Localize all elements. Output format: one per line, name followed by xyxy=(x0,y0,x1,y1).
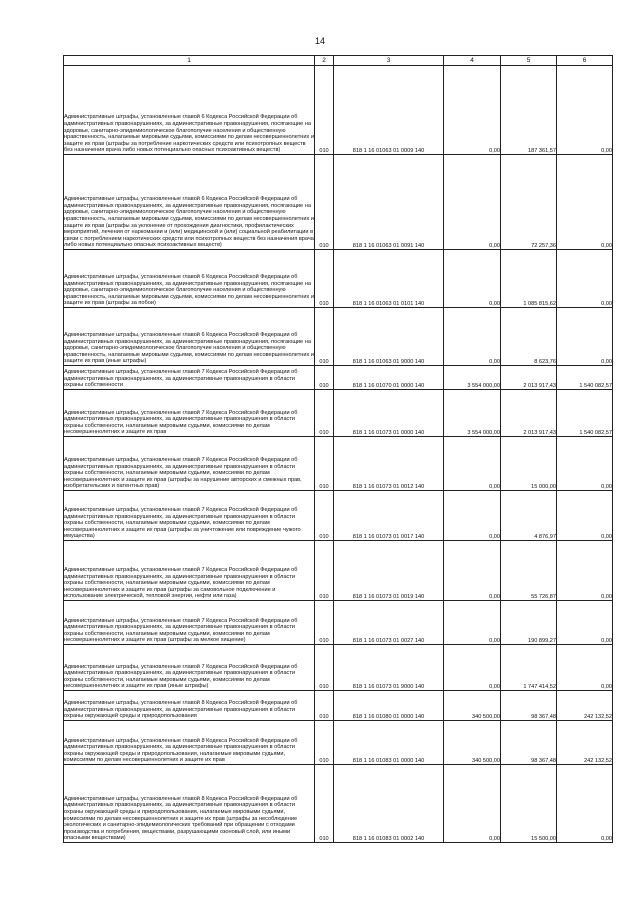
row-approved-amount: 3 554 000,00 xyxy=(444,366,501,390)
row-budget-classification-code: 818 1 16 01063 01 0101 140 xyxy=(334,250,444,308)
row-line-code: 010 xyxy=(315,541,334,601)
row-approved-amount: 340 500,00 xyxy=(444,721,501,765)
row-line-code: 010 xyxy=(315,437,334,491)
column-header: 3 xyxy=(334,56,444,66)
row-executed-amount: 187 361,57 xyxy=(501,66,557,155)
row-line-code: 010 xyxy=(315,601,334,645)
column-header: 2 xyxy=(315,56,334,66)
table-row xyxy=(64,765,613,843)
row-description: Административные штрафы, установленные главой 8 Кодекса Российской Федерации об административных правонарушениях, за административные правонарушения в области охраны окружающей среды и природопользования, налагаемые мировыми судьями, комиссиями по делам несовершеннолетних и защите их прав xyxy=(64,721,315,765)
row-executed-amount: 98 367,48 xyxy=(501,721,557,765)
table-row xyxy=(64,250,613,308)
header-row xyxy=(64,56,613,66)
row-description: Административные штрафы, установленные главой 7 Кодекса Российской Федерации об административных правонарушениях, за административные правонарушения в области охраны собственности, налагаемые мировыми судьями, комиссиями по делам несовершеннолетних и защите их прав (иные штрафы) xyxy=(64,645,315,691)
row-approved-amount: 0,00 xyxy=(444,250,501,308)
table-row xyxy=(64,645,613,691)
column-header: 4 xyxy=(444,56,501,66)
row-line-code: 010 xyxy=(315,308,334,366)
row-unexecuted-amount: 0,00 xyxy=(557,155,613,250)
row-unexecuted-amount: 1 540 082,57 xyxy=(557,366,613,390)
row-executed-amount: 72 257,36 xyxy=(501,155,557,250)
row-line-code: 010 xyxy=(315,66,334,155)
row-executed-amount: 15 500,00 xyxy=(501,765,557,843)
row-budget-classification-code: 818 1 16 01073 01 0019 140 xyxy=(334,541,444,601)
row-approved-amount: 0,00 xyxy=(444,601,501,645)
row-description: Административные штрафы, установленные главой 7 Кодекса Российской Федерации об административных правонарушениях, за административные правонарушения в области охраны собственности, налагаемые мировыми судьями, комиссиями по делам несовершеннолетних и защите их прав (штрафы за нарушение авторских и смежных прав, изобретательских и патентных прав) xyxy=(64,437,315,491)
row-unexecuted-amount: 0,00 xyxy=(557,645,613,691)
row-line-code: 010 xyxy=(315,390,334,437)
row-unexecuted-amount: 0,00 xyxy=(557,765,613,843)
row-budget-classification-code: 818 1 16 01073 01 0017 140 xyxy=(334,491,444,541)
row-line-code: 010 xyxy=(315,765,334,843)
row-unexecuted-amount: 0,00 xyxy=(557,437,613,491)
row-approved-amount: 340 500,00 xyxy=(444,691,501,721)
report-table xyxy=(63,55,613,843)
row-budget-classification-code: 818 1 16 01063 01 9000 140 xyxy=(334,308,444,366)
row-budget-classification-code: 818 1 16 01073 01 9000 140 xyxy=(334,645,444,691)
row-unexecuted-amount: 1 540 082,57 xyxy=(557,390,613,437)
row-description: Административные штрафы, установленные главой 8 Кодекса Российской Федерации об административных правонарушениях, за административные правонарушения в области охраны окружающей среды и природопользования, налагаемые мировыми судьями, комиссиями по делам несовершеннолетних и защите их прав (штрафы за несоблюдение экологических и санитарно-эпидемиологических требований при обращении с отходами производства и потребления, веществами, разрушающими озоновый слой, или иными опасными веществами) xyxy=(64,765,315,843)
row-description: Административные штрафы, установленные главой 6 Кодекса Российской Федерации об административных правонарушениях, за административные правонарушения, посягающие на здоровье, санитарно-эпидемиологическое благополучие населения и общественную нравственность, налагаемые мировыми судьями, комиссиями по делам несовершеннолетних и защите их прав (иные штрафы) xyxy=(64,308,315,366)
row-line-code: 010 xyxy=(315,645,334,691)
row-description: Административные штрафы, установленные главой 7 Кодекса Российской Федерации об административных правонарушениях, за административные правонарушения в области охраны собственности xyxy=(64,366,315,390)
page-number: 14 xyxy=(314,36,325,46)
table-row xyxy=(64,601,613,645)
row-executed-amount: 2 013 917,43 xyxy=(501,390,557,437)
table-row xyxy=(64,721,613,765)
row-description: Административные штрафы, установленные главой 7 Кодекса Российской Федерации об административных правонарушениях, за административные правонарушения в области охраны собственности, налагаемые мировыми судьями, комиссиями по делам несовершеннолетних и защите их прав (штрафы за самовольное подключение и использование электрической, тепловой энергии, нефти или газа) xyxy=(64,541,315,601)
table-row xyxy=(64,437,613,491)
row-description: Административные штрафы, установленные главой 8 Кодекса Российской Федерации об административных правонарушениях, за административные правонарушения в области охраны окружающей среды и природопользования xyxy=(64,691,315,721)
row-unexecuted-amount: 0,00 xyxy=(557,250,613,308)
table-row xyxy=(64,66,613,155)
row-budget-classification-code: 818 1 16 01073 01 0027 140 xyxy=(334,601,444,645)
row-description: Административные штрафы, установленные главой 6 Кодекса Российской Федерации об административных правонарушениях, за административные правонарушения, посягающие на здоровье, санитарно-эпидемиологическое благополучие населения и общественную нравственность, налагаемые мировыми судьями, комиссиями по делам несовершеннолетних и защите их прав (штрафы за уклонение от прохождения диагностики, профилактических мероприятий, лечения от наркомании и (или) медицинской и (или) социальной реабилитации в связи с потреблением наркотических средств или психотропных веществ без назначения врача либо новых потенциально опасных психоактивных веществ) xyxy=(64,155,315,250)
row-unexecuted-amount: 0,00 xyxy=(557,66,613,155)
row-line-code: 010 xyxy=(315,366,334,390)
row-description: Административные штрафы, установленные главой 7 Кодекса Российской Федерации об административных правонарушениях, за административные правонарушения в области охраны собственности, налагаемые мировыми судьями, комиссиями по делам несовершеннолетних и защите их прав xyxy=(64,390,315,437)
row-approved-amount: 0,00 xyxy=(444,645,501,691)
row-executed-amount: 55 726,87 xyxy=(501,541,557,601)
row-budget-classification-code: 818 1 16 01063 01 0091 140 xyxy=(334,155,444,250)
row-description: Административные штрафы, установленные главой 7 Кодекса Российской Федерации об административных правонарушениях, за административные правонарушения в области охраны собственности, налагаемые мировыми судьями, комиссиями по делам несовершеннолетних и защите их прав (штрафы за уничтожение или повреждение чужого имущества) xyxy=(64,491,315,541)
row-line-code: 010 xyxy=(315,491,334,541)
row-executed-amount: 1 747 414,52 xyxy=(501,645,557,691)
row-budget-classification-code: 818 1 16 01073 01 0012 140 xyxy=(334,437,444,491)
row-approved-amount: 3 554 000,00 xyxy=(444,390,501,437)
row-description: Административные штрафы, установленные главой 6 Кодекса Российской Федерации об административных правонарушениях, за административные правонарушения, посягающие на здоровье, санитарно-эпидемиологическое благополучие населения и общественную нравственность, налагаемые мировыми судьями, комиссиями по делам несовершеннолетних и защите их прав (штрафы за побои) xyxy=(64,250,315,308)
row-approved-amount: 0,00 xyxy=(444,765,501,843)
row-executed-amount: 1 085 815,62 xyxy=(501,250,557,308)
table-row xyxy=(64,541,613,601)
column-header: 5 xyxy=(501,56,557,66)
row-budget-classification-code: 818 1 16 01083 01 0002 140 xyxy=(334,765,444,843)
row-line-code: 010 xyxy=(315,250,334,308)
table-row xyxy=(64,491,613,541)
row-approved-amount: 0,00 xyxy=(444,308,501,366)
row-budget-classification-code: 818 1 16 01073 01 0000 140 xyxy=(334,390,444,437)
row-budget-classification-code: 818 1 16 01063 01 0009 140 xyxy=(334,66,444,155)
row-executed-amount: 2 013 917,43 xyxy=(501,366,557,390)
table-row xyxy=(64,155,613,250)
row-executed-amount: 4 876,97 xyxy=(501,491,557,541)
row-unexecuted-amount: 0,00 xyxy=(557,308,613,366)
row-budget-classification-code: 818 1 16 01080 01 0000 140 xyxy=(334,691,444,721)
row-unexecuted-amount: 242 132,52 xyxy=(557,691,613,721)
row-approved-amount: 0,00 xyxy=(444,66,501,155)
row-approved-amount: 0,00 xyxy=(444,541,501,601)
row-unexecuted-amount: 242 132,52 xyxy=(557,721,613,765)
row-unexecuted-amount: 0,00 xyxy=(557,491,613,541)
row-line-code: 010 xyxy=(315,691,334,721)
column-header: 6 xyxy=(557,56,613,66)
row-approved-amount: 0,00 xyxy=(444,155,501,250)
row-executed-amount: 8 623,76 xyxy=(501,308,557,366)
table-row xyxy=(64,390,613,437)
row-description: Административные штрафы, установленные главой 6 Кодекса Российской Федерации об административных правонарушениях, за административные правонарушения, посягающие на здоровье, санитарно-эпидемиологическое благополучие населения и общественную нравственность, налагаемые мировыми судьями, комиссиями по делам несовершеннолетних и защите их прав (штрафы за потребление наркотических средств или психотропных веществ без назначения врача либо новых потенциально опасных психоактивных веществ) xyxy=(64,66,315,155)
row-description: Административные штрафы, установленные главой 7 Кодекса Российской Федерации об административных правонарушениях, за административные правонарушения в области охраны собственности, налагаемые мировыми судьями, комиссиями по делам несовершеннолетних и защите их прав (штрафы за мелкое хищение) xyxy=(64,601,315,645)
table-row xyxy=(64,691,613,721)
column-header: 1 xyxy=(64,56,315,66)
row-executed-amount: 190 899,27 xyxy=(501,601,557,645)
row-line-code: 010 xyxy=(315,155,334,250)
row-executed-amount: 15 000,00 xyxy=(501,437,557,491)
row-unexecuted-amount: 0,00 xyxy=(557,601,613,645)
row-line-code: 010 xyxy=(315,721,334,765)
table-row xyxy=(64,308,613,366)
row-approved-amount: 0,00 xyxy=(444,437,501,491)
table-row xyxy=(64,366,613,390)
row-budget-classification-code: 818 1 16 01083 01 0000 140 xyxy=(334,721,444,765)
row-unexecuted-amount: 0,00 xyxy=(557,541,613,601)
row-approved-amount: 0,00 xyxy=(444,491,501,541)
row-budget-classification-code: 818 1 16 01070 01 0000 140 xyxy=(334,366,444,390)
row-executed-amount: 98 367,48 xyxy=(501,691,557,721)
